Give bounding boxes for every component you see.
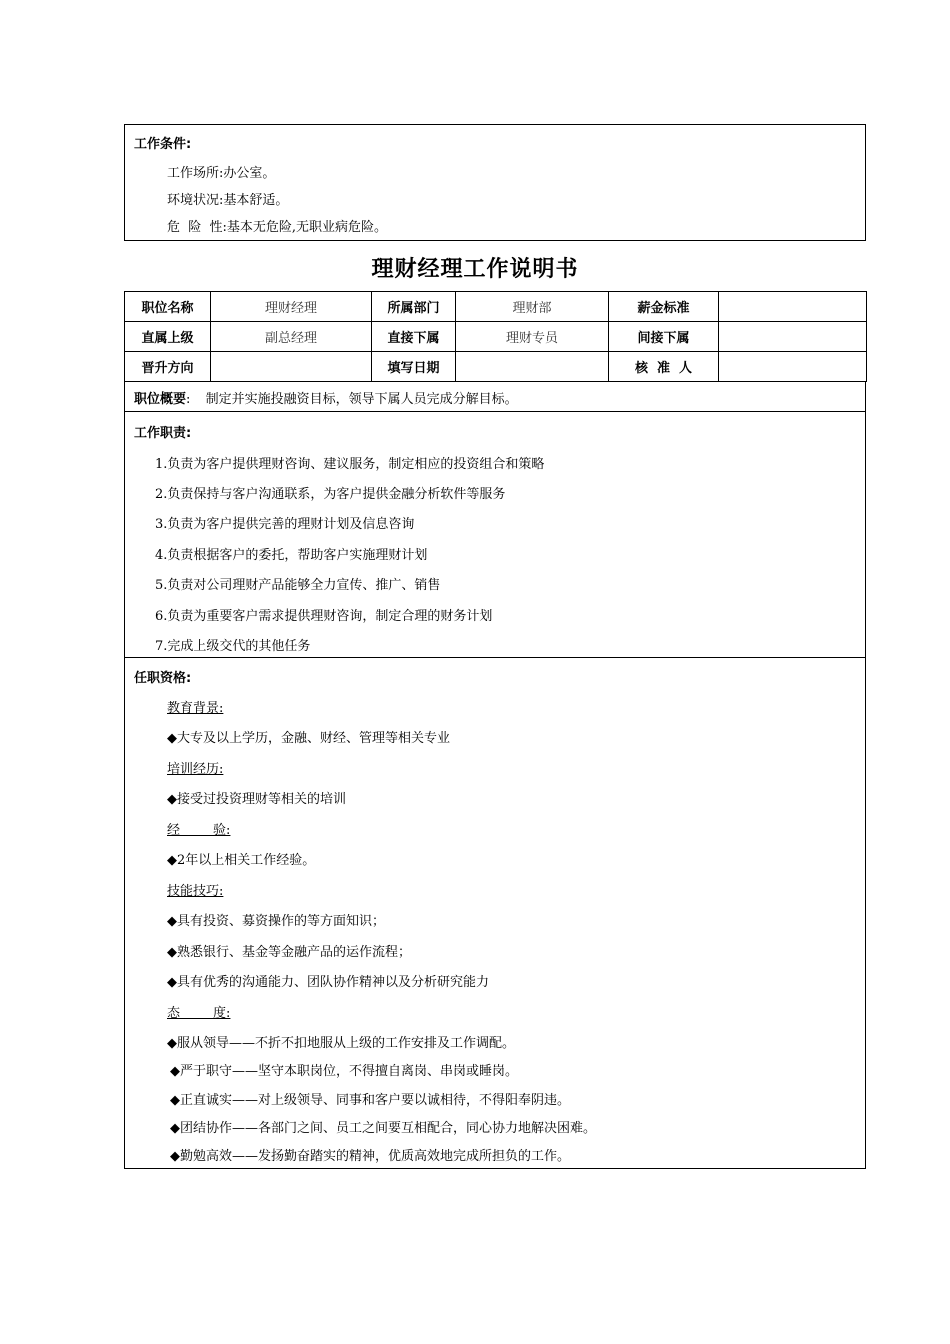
summary-text: 制定并实施投融资目标，领导下属人员完成分解目标。 — [205, 392, 518, 407]
training-item: ◆接受过投资理财等相关的培训 — [167, 792, 346, 807]
promotion-value — [211, 352, 372, 382]
attitude-title: 态 度: — [167, 1006, 231, 1021]
duty-item: 3.负责为客户提供完善的理财计划及信息咨询 — [155, 517, 415, 532]
duties-section — [124, 411, 866, 658]
attitude-item: ◆正直诚实——对上级领导、同事和客户要以诚相待，不得阳奉阴违。 — [170, 1093, 570, 1108]
work-conditions-heading: 工作条件: — [134, 137, 192, 152]
fill-date-label: 填写日期 — [372, 352, 456, 382]
position-name-label: 职位名称 — [125, 292, 211, 322]
table-row — [125, 292, 867, 322]
duty-item: 7.完成上级交代的其他任务 — [155, 639, 311, 654]
attitude-item: ◆服从领导——不折不扣地服从上级的工作安排及工作调配。 — [167, 1036, 515, 1051]
skills-title: 技能技巧: — [167, 884, 224, 899]
skill-item: ◆具有优秀的沟通能力、团队协作精神以及分析研究能力 — [167, 975, 489, 990]
duties-heading: 工作职责: — [134, 426, 192, 441]
department-value: 理财部 — [456, 292, 609, 322]
duty-item: 5.负责对公司理财产品能够全力宣传、推广、销售 — [155, 578, 441, 593]
department-label: 所属部门 — [372, 292, 456, 322]
duty-item: 4.负责根据客户的委托，帮助客户实施理财计划 — [155, 548, 428, 563]
summary-colon: : — [186, 392, 191, 407]
table-row — [125, 322, 867, 352]
education-item: ◆大专及以上学历，金融、财经、管理等相关专业 — [167, 731, 450, 746]
environment-line: 环境状况:基本舒适。 — [167, 193, 289, 208]
training-title: 培训经历: — [167, 762, 224, 777]
experience-item: ◆2年以上相关工作经验。 — [167, 853, 316, 868]
salary-label: 薪金标准 — [609, 292, 719, 322]
education-title: 教育背景: — [167, 701, 224, 716]
qualifications-heading: 任职资格: — [134, 671, 192, 686]
superior-value: 副总经理 — [211, 322, 372, 352]
salary-value — [719, 292, 867, 322]
qualifications-section — [124, 657, 866, 1169]
skill-item: ◆熟悉银行、基金等金融产品的运作流程； — [167, 945, 411, 960]
duty-item: 1.负责为客户提供理财咨询、建议服务，制定相应的投资组合和策略 — [155, 457, 545, 472]
position-name-value: 理财经理 — [211, 292, 372, 322]
promotion-label: 晋升方向 — [125, 352, 211, 382]
danger-line: 危 险 性:基本无危险,无职业病危险。 — [167, 220, 388, 235]
duty-item: 2.负责保持与客户沟通联系，为客户提供金融分析软件等服务 — [155, 487, 506, 502]
indirect-subordinate-value — [719, 322, 867, 352]
direct-subordinate-value: 理财专员 — [456, 322, 609, 352]
duty-item: 6.负责为重要客户需求提供理财咨询，制定合理的财务计划 — [155, 609, 493, 624]
indirect-subordinate-label: 间接下属 — [609, 322, 719, 352]
summary-label: 职位概要 — [134, 392, 187, 407]
superior-label: 直属上级 — [125, 322, 211, 352]
summary-section — [124, 381, 866, 412]
attitude-item: ◆团结协作——各部门之间、员工之间要互相配合，同心协力地解决困难。 — [170, 1121, 596, 1136]
document-title: 理财经理工作说明书 — [371, 257, 579, 282]
work-location-line: 工作场所:办公室。 — [167, 166, 276, 181]
attitude-item: ◆勤勉高效——发扬勤奋踏实的精神，优质高效地完成所担负的工作。 — [170, 1149, 570, 1164]
direct-subordinate-label: 直接下属 — [372, 322, 456, 352]
position-info-table — [124, 291, 867, 382]
experience-title: 经 验: — [167, 823, 231, 838]
work-conditions-section — [124, 124, 866, 241]
approver-label: 核 准 人 — [609, 352, 719, 382]
fill-date-value — [456, 352, 609, 382]
attitude-item: ◆严于职守——坚守本职岗位，不得擅自离岗、串岗或睡岗。 — [170, 1064, 518, 1079]
summary-line — [134, 388, 518, 407]
skill-item: ◆具有投资、募资操作的等方面知识； — [167, 914, 385, 929]
table-row — [125, 352, 867, 382]
approver-value — [719, 352, 867, 382]
